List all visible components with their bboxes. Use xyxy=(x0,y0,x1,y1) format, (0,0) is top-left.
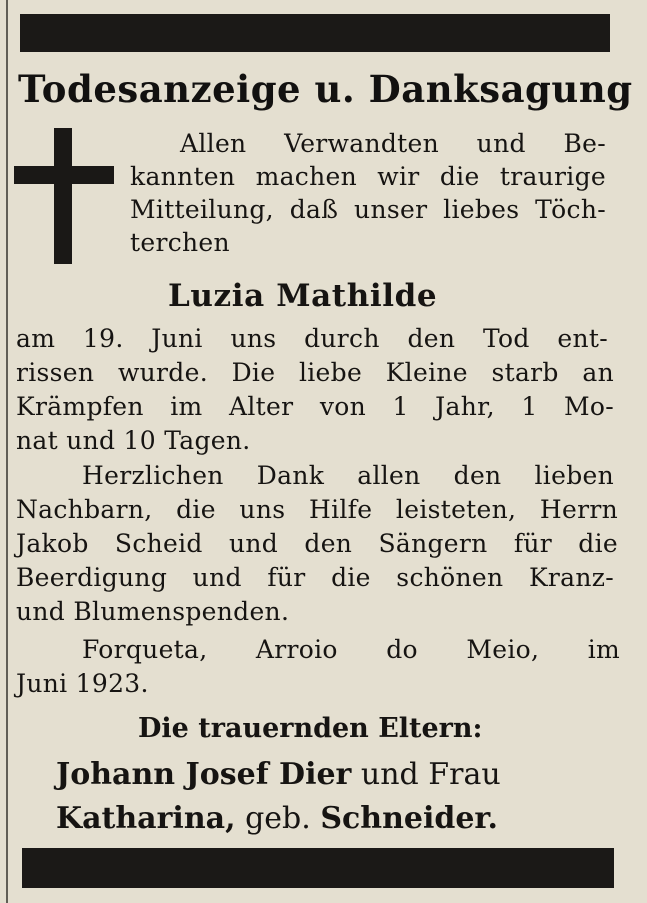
top-black-rule xyxy=(20,14,610,52)
body-line: am 19. Juni uns durch den Tod ent- xyxy=(16,324,608,353)
mother-name: Katharina, xyxy=(56,801,236,836)
thanks-line: Jakob Scheid und den Sängern für die xyxy=(16,529,618,558)
cross-icon-horizontal-bar xyxy=(14,166,114,184)
body-line: nat und 10 Tagen. xyxy=(16,426,251,455)
father-name: Johann Josef Dier xyxy=(56,757,352,792)
parents-line-1 xyxy=(56,756,501,794)
thanks-line: Nachbarn, die uns Hilfe leisteten, Herrn xyxy=(16,495,618,524)
place-line: Forqueta, Arroio do Meio, im xyxy=(82,635,620,664)
intro-line: kannten machen wir die traurige xyxy=(130,162,606,191)
cross-icon-vertical-bar xyxy=(54,128,72,264)
parents-conjunction: und Frau xyxy=(360,757,501,792)
thanks-line: und Blumenspenden. xyxy=(16,597,290,626)
body-line: rissen wurde. Die liebe Kleine starb an xyxy=(16,358,614,387)
thanks-line: Beerdigung und für die schönen Kranz- xyxy=(16,563,614,592)
nee-label: geb. xyxy=(245,801,311,836)
bottom-black-rule xyxy=(22,848,614,888)
intro-line: Mitteilung, daß unser liebes Töch- xyxy=(130,195,606,224)
date-line: Juni 1923. xyxy=(16,669,149,698)
deceased-name: Luzia Mathilde xyxy=(168,278,438,314)
headline: Todesanzeige u. Danksagung xyxy=(18,67,633,111)
intro-line: Allen Verwandten und Be- xyxy=(180,129,606,158)
thanks-line: Herzlichen Dank allen den lieben xyxy=(82,461,614,490)
body-line: Krämpfen im Alter von 1 Jahr, 1 Mo- xyxy=(16,392,614,421)
maiden-name: Schneider. xyxy=(320,801,498,836)
signoff: Die trauernden Eltern: xyxy=(138,713,483,744)
intro-line: terchen xyxy=(130,228,230,257)
column-edge-line xyxy=(6,0,8,903)
parents-line-2 xyxy=(56,800,498,838)
